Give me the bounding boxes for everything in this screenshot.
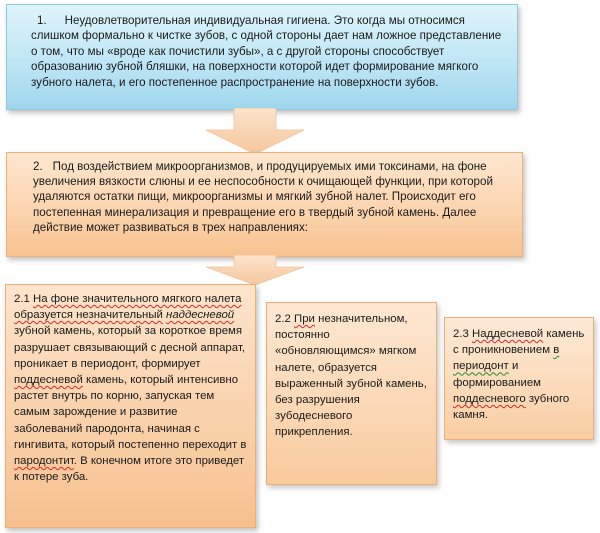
branch-2-3-text-part1: камень с проникновением [453, 328, 585, 357]
down-arrow-icon [200, 255, 310, 285]
branch-2-2-box [266, 302, 437, 485]
branch-2-3-term-supragingival: Наддесневой [472, 328, 544, 340]
branch-2-3-number: 2.3 [453, 328, 469, 340]
branch-2-1-term-periodontitis: пародонтит [14, 455, 74, 468]
branch-2-1-term-subgingival: поддесневой [14, 374, 83, 387]
branch-2-1-box [5, 284, 256, 528]
branch-2-2-text: незначительном, постоянно «обновляющимся» мягком налете, образуется выраженный зубной камень, без разрушения зубодесневого прикрепления. [275, 313, 427, 439]
branch-2-1-text-part2: зубной камень, который за короткое время разрушает связывающий с десной аппарат, проникает в периодонт, формирует [14, 325, 245, 370]
branch-2-2-number: 2.2 [275, 313, 291, 325]
step-1-box [6, 4, 518, 110]
branch-2-2-term-pri: При [294, 313, 315, 325]
step-2-box [6, 152, 523, 257]
branch-2-3-text-part3: зубного камня. [453, 392, 570, 422]
branch-2-1-text-part3: камень, который интенсивно растет внутрь по корню, запуская тем самым зарождение и развитие заболеваний пародонта, начиная с гингивита, который постепенно переходит в [14, 374, 247, 451]
branch-2-3-box [444, 317, 594, 440]
step-1-number: 1. [37, 14, 47, 27]
branch-2-1-text-part1: На фоне значительного мягкого налета образуется незначительный [14, 293, 242, 322]
branch-2-1-term-supragingival: наддесневой [166, 309, 235, 322]
down-arrow-icon [200, 108, 310, 154]
branch-2-3-term-subgingival: поддесневого [453, 392, 526, 405]
step-1-text: Неудовлетворительная индивидуальная гигиена. Это когда мы относимся слишком формально к чистке зубов, с одной стороны дает нам ложное представление о том, что мы «вроде как почистили зубы», а с другой стороны способствует образованию зубной бляшки, на поверхности которой идет формирование мягкого зубного налета, и его постепенное распространение на поверхности зубов. [31, 14, 502, 89]
branch-2-1-text-part4: . В конечном итоге это приведет к потере зуба. [14, 455, 245, 484]
step-2-text: Под воздействием микроорганизмов, и продуцируемых ими токсинами, на фоне увеличения вязкости слюны и ее неспособности к очищающей функции, при которой удаляются остатки пищи, микроорганизмы и мягкий зубной налет. Происходит его постепенная минерализация и превращение его в твердый зубной камень. Далее действие может развиваться в трех направлениях: [33, 160, 493, 234]
branch-2-1-number: 2.1 [14, 293, 30, 305]
branch-2-3-text-part2: и формированием [453, 360, 541, 389]
branch-2-3-term-periodont: в периодонт [453, 344, 560, 373]
step-2-number: 2. [33, 160, 43, 173]
